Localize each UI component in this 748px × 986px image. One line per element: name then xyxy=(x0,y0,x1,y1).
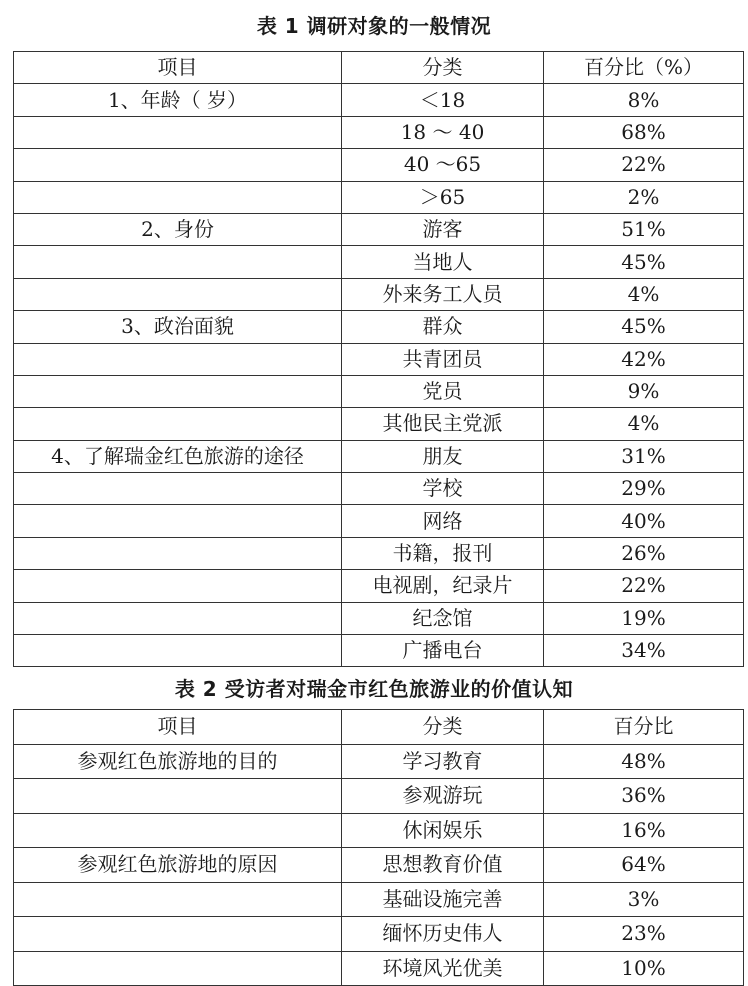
cell-category: 环境风光优美 xyxy=(342,951,544,986)
cell-percent: 29% xyxy=(544,473,744,505)
table-row xyxy=(14,181,744,213)
table-row xyxy=(14,505,744,537)
header-cell-item: 项目 xyxy=(14,710,342,745)
table-row xyxy=(14,882,744,917)
cell-item: 4、了解瑞金红色旅游的途径 xyxy=(14,440,342,472)
table-row xyxy=(14,343,744,375)
table1-body xyxy=(14,52,744,667)
table-row xyxy=(14,149,744,181)
cell-percent: 2% xyxy=(544,181,744,213)
cell-category: ＞65 xyxy=(342,181,544,213)
cell-category: 学校 xyxy=(342,473,544,505)
cell-item xyxy=(14,181,342,213)
cell-category: 其他民主党派 xyxy=(342,408,544,440)
header-cell-category: 分类 xyxy=(342,710,544,745)
cell-category: 40 ～65 xyxy=(342,149,544,181)
cell-item: 3、政治面貌 xyxy=(14,311,342,343)
cell-percent: 4% xyxy=(544,408,744,440)
cell-item xyxy=(14,570,342,602)
cell-item: 1、年龄（ 岁） xyxy=(14,84,342,116)
table-row xyxy=(14,635,744,667)
cell-category: 朋友 xyxy=(342,440,544,472)
cell-item xyxy=(14,375,342,407)
table-row xyxy=(14,570,744,602)
cell-category: 基础设施完善 xyxy=(342,882,544,917)
cell-category: 参观游玩 xyxy=(342,779,544,814)
header-cell-category: 分类 xyxy=(342,52,544,84)
cell-item xyxy=(14,635,342,667)
cell-category: 外来务工人员 xyxy=(342,278,544,310)
cell-item xyxy=(14,602,342,634)
cell-percent: 9% xyxy=(544,375,744,407)
cell-percent: 40% xyxy=(544,505,744,537)
header-cell-item: 项目 xyxy=(14,52,342,84)
cell-category: 纪念馆 xyxy=(342,602,544,634)
cell-percent: 42% xyxy=(544,343,744,375)
table-row xyxy=(14,84,744,116)
cell-category: 广播电台 xyxy=(342,635,544,667)
cell-percent: 8% xyxy=(544,84,744,116)
cell-percent: 36% xyxy=(544,779,744,814)
table-row xyxy=(14,116,744,148)
cell-category: 书籍，报刊 xyxy=(342,537,544,569)
cell-item: 参观红色旅游地的目的 xyxy=(14,744,342,779)
table-row xyxy=(14,951,744,986)
cell-item xyxy=(14,116,342,148)
table-row xyxy=(14,813,744,848)
cell-category: 思想教育价值 xyxy=(342,848,544,883)
cell-item: 参观红色旅游地的原因 xyxy=(14,848,342,883)
cell-percent: 4% xyxy=(544,278,744,310)
cell-category: 电视剧，纪录片 xyxy=(342,570,544,602)
cell-category: 当地人 xyxy=(342,246,544,278)
cell-percent: 31% xyxy=(544,440,744,472)
cell-item xyxy=(14,537,342,569)
table-row xyxy=(14,779,744,814)
cell-category: 18 ～ 40 xyxy=(342,116,544,148)
cell-percent: 45% xyxy=(544,311,744,343)
cell-category: 群众 xyxy=(342,311,544,343)
cell-percent: 51% xyxy=(544,213,744,245)
table-row xyxy=(14,213,744,245)
cell-percent: 68% xyxy=(544,116,744,148)
cell-category: 共青团员 xyxy=(342,343,544,375)
cell-percent: 23% xyxy=(544,917,744,952)
cell-item xyxy=(14,882,342,917)
cell-item xyxy=(14,149,342,181)
cell-item xyxy=(14,246,342,278)
cell-item xyxy=(14,473,342,505)
table-row xyxy=(14,917,744,952)
table-row xyxy=(14,375,744,407)
table-row xyxy=(14,408,744,440)
cell-category: 游客 xyxy=(342,213,544,245)
cell-category: ＜18 xyxy=(342,84,544,116)
cell-percent: 26% xyxy=(544,537,744,569)
cell-item xyxy=(14,343,342,375)
table-row xyxy=(14,473,744,505)
cell-percent: 34% xyxy=(544,635,744,667)
cell-category: 休闲娱乐 xyxy=(342,813,544,848)
table-header-row xyxy=(14,710,744,745)
cell-item xyxy=(14,278,342,310)
cell-category: 党员 xyxy=(342,375,544,407)
table-row xyxy=(14,278,744,310)
cell-category: 网络 xyxy=(342,505,544,537)
cell-percent: 19% xyxy=(544,602,744,634)
table-row xyxy=(14,537,744,569)
cell-percent: 16% xyxy=(544,813,744,848)
table-row xyxy=(14,602,744,634)
table1-survey-demographics xyxy=(13,51,744,667)
cell-percent: 45% xyxy=(544,246,744,278)
cell-percent: 48% xyxy=(544,744,744,779)
table-header-row xyxy=(14,52,744,84)
header-cell-percent: 百分比 xyxy=(544,710,744,745)
cell-item xyxy=(14,505,342,537)
table-row xyxy=(14,744,744,779)
table-row xyxy=(14,311,744,343)
cell-percent: 22% xyxy=(544,570,744,602)
cell-item: 2、身份 xyxy=(14,213,342,245)
table2-caption: 表 2 受访者对瑞金市红色旅游业的价值认知 xyxy=(174,677,574,701)
header-cell-percent: 百分比（%） xyxy=(544,52,744,84)
cell-percent: 64% xyxy=(544,848,744,883)
table1-caption: 表 1 调研对象的一般情况 xyxy=(256,14,492,38)
cell-category: 学习教育 xyxy=(342,744,544,779)
cell-percent: 10% xyxy=(544,951,744,986)
table-row xyxy=(14,848,744,883)
cell-percent: 22% xyxy=(544,149,744,181)
table2-body xyxy=(14,710,744,986)
cell-category: 缅怀历史伟人 xyxy=(342,917,544,952)
table2-value-perception xyxy=(13,709,744,986)
cell-item xyxy=(14,779,342,814)
cell-item xyxy=(14,917,342,952)
cell-item xyxy=(14,951,342,986)
cell-item xyxy=(14,408,342,440)
cell-item xyxy=(14,813,342,848)
table-row xyxy=(14,246,744,278)
cell-percent: 3% xyxy=(544,882,744,917)
table-row xyxy=(14,440,744,472)
